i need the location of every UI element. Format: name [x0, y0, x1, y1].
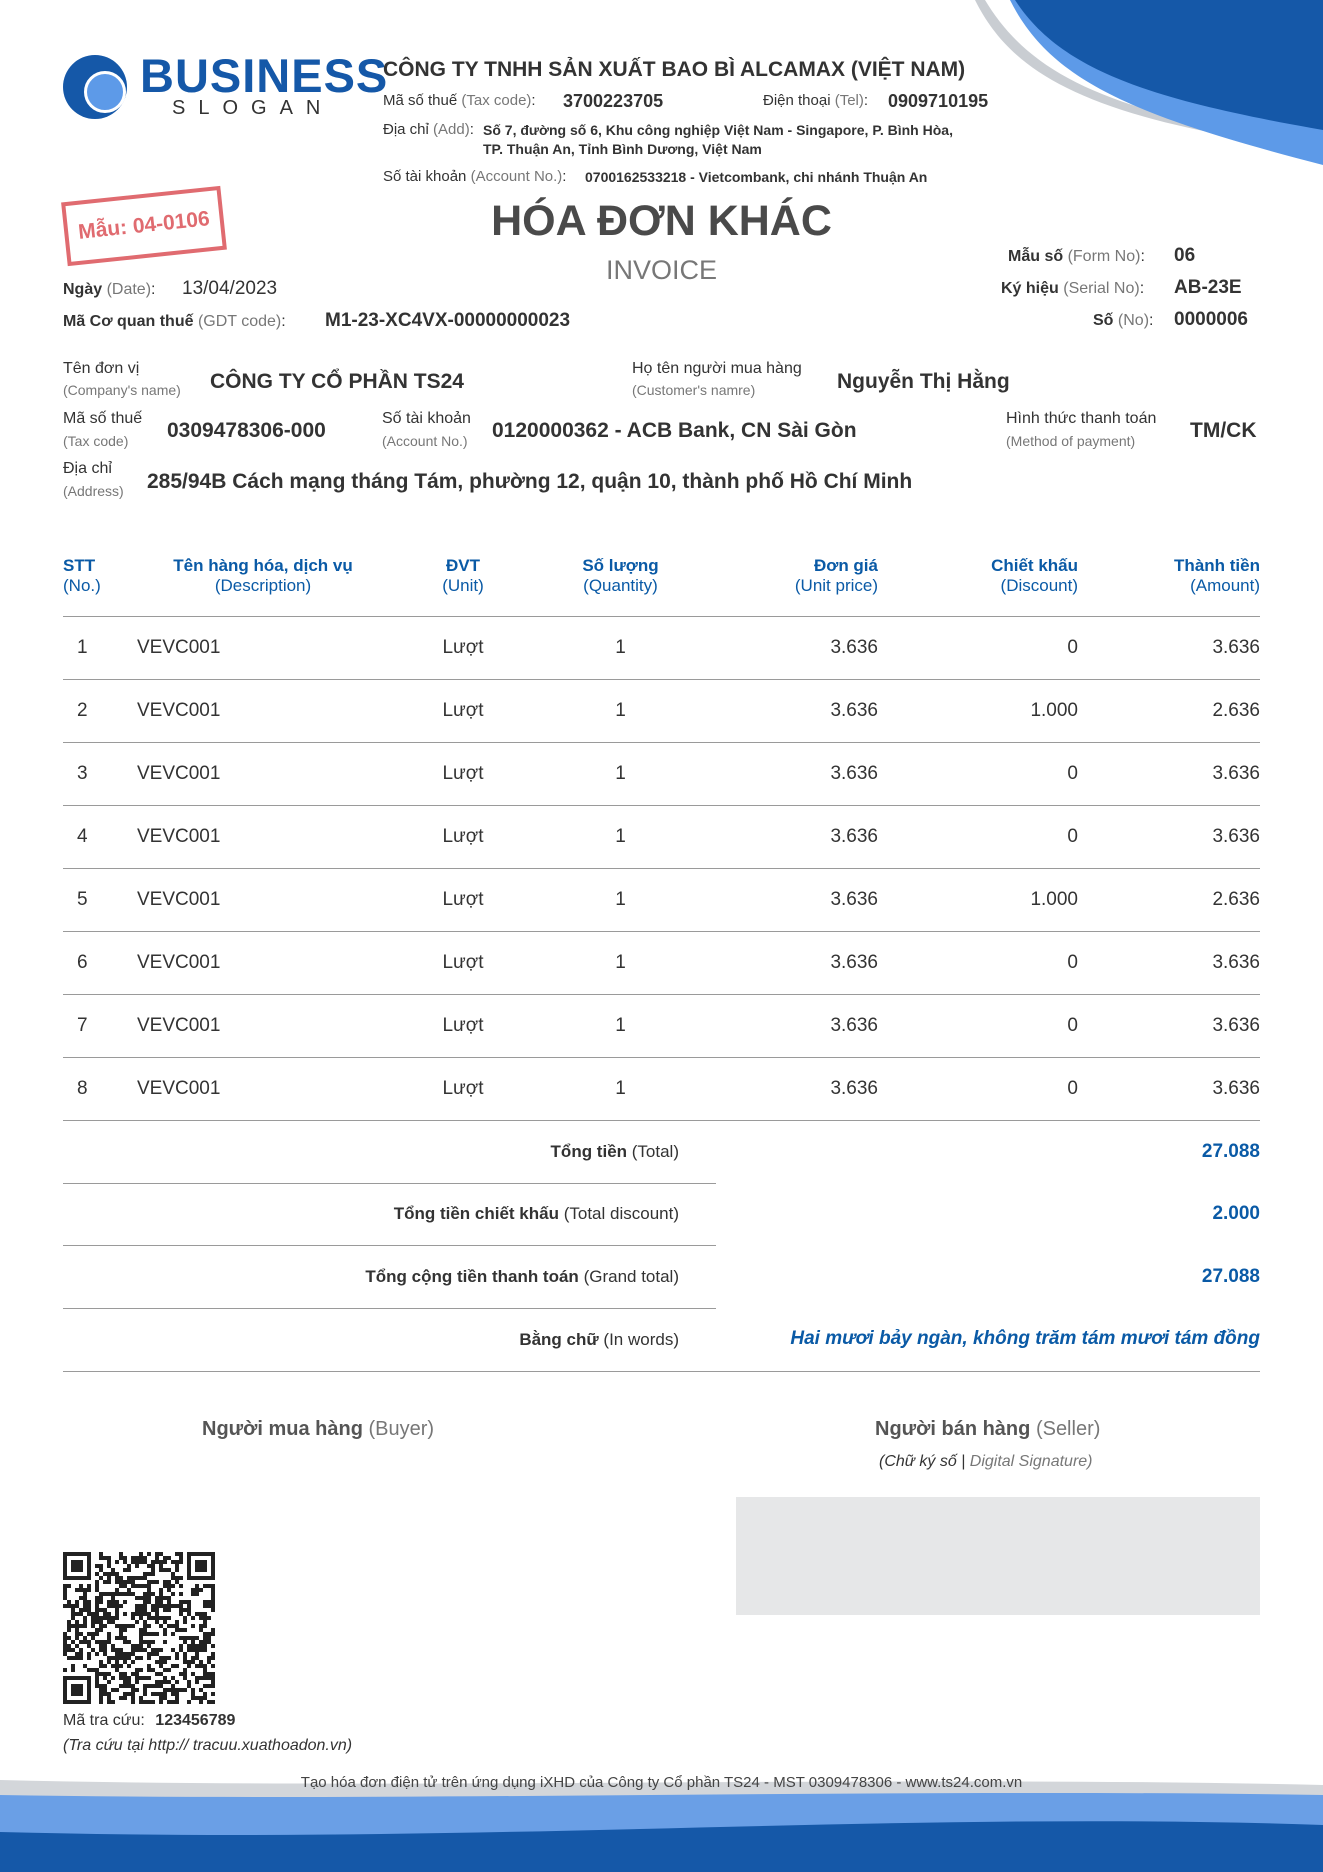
- discount-label-row: [394, 1204, 679, 1224]
- row-unit: Lượt: [403, 1058, 523, 1121]
- buyer-account: 0120000362 - ACB Bank, CN Sài Gòn: [492, 419, 857, 442]
- col-header-discount: Chiết khấu (Discount): [991, 556, 1078, 595]
- buyer-address-label: Địa chỉ: [63, 460, 112, 477]
- row-unit: Lượt: [403, 932, 523, 995]
- total-label: Tổng tiền: [550, 1142, 628, 1161]
- customer-name: Nguyễn Thị Hằng: [837, 370, 1010, 393]
- row-quantity: 1: [523, 932, 718, 995]
- row-no: 8: [63, 1058, 123, 1121]
- total-discount-label: Tổng tiền chiết khấu: [393, 1204, 559, 1223]
- table-row: [63, 1058, 1260, 1121]
- seller-tax-row: Mã số thuế (Tax code):: [383, 92, 536, 109]
- form-no-label-en: (Form No): [1067, 248, 1141, 265]
- row-unit-price: 3.636: [718, 869, 878, 932]
- total-value: 27.088: [1201, 1141, 1260, 1162]
- in-words-value: Hai mươi bảy ngàn, không trăm tám mươi tám đồng: [790, 1328, 1260, 1349]
- row-no: 5: [63, 869, 123, 932]
- row-quantity: 1: [523, 1058, 718, 1121]
- row-no: 2: [63, 680, 123, 743]
- row-description: VEVC001: [123, 806, 403, 869]
- seller-signature-label-en: (Seller): [1035, 1418, 1101, 1440]
- row-discount: 0: [878, 806, 1078, 869]
- row-unit-price: 3.636: [718, 1058, 878, 1121]
- buyer-signature-title: [202, 1418, 434, 1441]
- total-discount-value: 2.000: [1212, 1203, 1260, 1224]
- seller-account-row: Số tài khoản (Account No.):: [383, 168, 567, 185]
- row-amount: 2.636: [1078, 869, 1260, 932]
- customer-label-en: (Customer's namre): [632, 382, 756, 398]
- col-header-unit-price: Đơn giá (Unit price): [794, 556, 878, 595]
- row-description: VEVC001: [123, 932, 403, 995]
- serial-no: AB-23E: [1174, 277, 1242, 298]
- divider: [63, 1183, 716, 1184]
- gdt-label-row: Mã Cơ quan thuế (GDT code):: [63, 313, 286, 330]
- row-no: 3: [63, 743, 123, 806]
- row-unit-price: 3.636: [718, 743, 878, 806]
- buyer-account-label-en: (Account No.): [382, 433, 468, 449]
- buyer-signature-label: Người mua hàng: [202, 1418, 363, 1440]
- divider: [63, 1308, 716, 1309]
- invoice-title: HÓA ĐƠN KHÁC: [491, 197, 832, 245]
- seller-signature-title: [875, 1418, 1100, 1441]
- row-description: VEVC001: [123, 869, 403, 932]
- grand-label-row: [365, 1267, 679, 1287]
- seller-name: CÔNG TY TNHH SẢN XUẤT BAO BÌ ALCAMAX (VIỆT NAM): [383, 58, 966, 81]
- row-description: VEVC001: [123, 617, 403, 680]
- in-words-label-en: (In words): [603, 1330, 679, 1349]
- table-row: [63, 806, 1260, 869]
- date-label-row: Ngày (Date):: [63, 281, 156, 298]
- row-amount: 2.636: [1078, 680, 1260, 743]
- buyer-company-label: Tên đơn vị: [63, 360, 140, 377]
- row-amount: 3.636: [1078, 617, 1260, 680]
- row-description: VEVC001: [123, 1058, 403, 1121]
- seller-signature-label: Người bán hàng: [875, 1418, 1031, 1440]
- buyer-tax-label: Mã số thuế: [63, 410, 143, 427]
- date-label: Ngày: [63, 281, 103, 298]
- qr-code: [63, 1552, 215, 1704]
- seller-account: 0700162533218 - Vietcombank, chi nhánh Thuận An: [585, 169, 928, 185]
- row-quantity: 1: [523, 680, 718, 743]
- row-quantity: 1: [523, 995, 718, 1058]
- lookup-code: 123456789: [155, 1712, 236, 1729]
- divider: [63, 1371, 1260, 1372]
- seller-tel-row: Điện thoại (Tel):: [763, 92, 869, 109]
- words-label-row: [519, 1330, 679, 1350]
- row-discount: 0: [878, 1058, 1078, 1121]
- serial-label: Ký hiệu: [1001, 280, 1059, 297]
- seller-tax-label-en: (Tax code): [461, 92, 532, 109]
- col-header-no: STT (No.): [63, 556, 101, 595]
- seller-tel-label-en: (Tel): [834, 92, 864, 109]
- form-no-label: Mẫu số: [1008, 248, 1064, 265]
- row-discount: 1.000: [878, 680, 1078, 743]
- grand-total-value: 27.088: [1201, 1266, 1260, 1287]
- row-quantity: 1: [523, 617, 718, 680]
- seller-address-line1: Số 7, đường số 6, Khu công nghiệp Việt Nam - Singapore, P. Bình Hòa,: [483, 122, 953, 138]
- row-discount: 0: [878, 932, 1078, 995]
- payment-label: Hình thức thanh toán: [1006, 410, 1157, 427]
- total-label-en: (Total): [631, 1142, 679, 1161]
- seller-tax-code: 3700223705: [563, 91, 664, 111]
- row-no: 6: [63, 932, 123, 995]
- total-discount-label-en: (Total discount): [563, 1204, 679, 1223]
- logo-slogan: SLOGAN: [172, 97, 334, 119]
- row-unit: Lượt: [403, 743, 523, 806]
- row-no: 7: [63, 995, 123, 1058]
- buyer-address-label-en: (Address): [63, 483, 124, 499]
- invoice-no-label-row: Số (No):: [1093, 312, 1154, 329]
- row-amount: 3.636: [1078, 806, 1260, 869]
- table-row: [63, 932, 1260, 995]
- digital-signature-note-vi: (Chữ ký số |: [879, 1453, 966, 1470]
- buyer-company-label-en: (Company's name): [63, 382, 181, 398]
- table-row: [63, 617, 1260, 680]
- row-unit-price: 3.636: [718, 932, 878, 995]
- customer-label: Họ tên người mua hàng: [632, 360, 802, 377]
- row-amount: 3.636: [1078, 932, 1260, 995]
- date-label-en: (Date): [106, 281, 152, 298]
- row-discount: 0: [878, 995, 1078, 1058]
- row-unit-price: 3.636: [718, 995, 878, 1058]
- form-no: 06: [1174, 245, 1196, 266]
- row-unit-price: 3.636: [718, 680, 878, 743]
- seller-address-line2: TP. Thuận An, Tỉnh Bình Dương, Việt Nam: [483, 141, 762, 157]
- total-label-row: [551, 1142, 679, 1162]
- grand-total-label: Tổng cộng tiền thanh toán: [365, 1267, 579, 1286]
- grand-total-label-en: (Grand total): [583, 1267, 679, 1286]
- table-row: [63, 869, 1260, 932]
- row-unit: Lượt: [403, 995, 523, 1058]
- row-unit: Lượt: [403, 617, 523, 680]
- table-row: [63, 680, 1260, 743]
- invoice-subtitle: INVOICE: [605, 255, 718, 285]
- logo-text: BUSINESS: [140, 49, 389, 102]
- serial-label-row: Ký hiệu (Serial No):: [1001, 280, 1145, 297]
- buyer-company: CÔNG TY CỔ PHẦN TS24: [210, 370, 464, 393]
- digital-signature-note-en: Digital Signature): [969, 1453, 1093, 1470]
- seller-tel-label: Điện thoại: [763, 92, 831, 109]
- row-amount: 3.636: [1078, 995, 1260, 1058]
- table-row: [63, 743, 1260, 806]
- buyer-account-label: Số tài khoản: [382, 410, 471, 427]
- gdt-code: M1-23-XC4VX-00000000023: [325, 310, 571, 331]
- form-stamp-text: Mẫu: 04-0106: [77, 207, 211, 244]
- row-discount: 1.000: [878, 869, 1078, 932]
- row-quantity: 1: [523, 743, 718, 806]
- invoice-no-label-en: (No): [1117, 312, 1150, 329]
- footer-text: Tạo hóa đơn điện tử trên ứng dụng iXHD của Công ty Cổ phần TS24 - MST 0309478306 - www.ts24.com.vn: [300, 1774, 1023, 1791]
- in-words-label: Bằng chữ: [519, 1330, 599, 1349]
- col-header-amount: Thành tiền (Amount): [1174, 556, 1260, 595]
- divider: [63, 1245, 716, 1246]
- buyer-tax-code: 0309478306-000: [167, 419, 326, 442]
- items-table: [63, 536, 1260, 1121]
- buyer-address: 285/94B Cách mạng tháng Tám, phường 12, quận 10, thành phố Hồ Chí Minh: [147, 470, 913, 493]
- seller-account-label-en: (Account No.): [470, 168, 563, 185]
- col-header-description: Tên hàng hóa, dịch vụ (Description): [173, 556, 353, 595]
- row-description: VEVC001: [123, 680, 403, 743]
- invoice-no-label: Số: [1093, 312, 1114, 329]
- seller-tel: 0909710195: [888, 91, 989, 111]
- invoice-no: 0000006: [1174, 309, 1248, 330]
- logo-inner-circle: [84, 71, 126, 113]
- form-no-label-row: Mẫu số (Form No):: [1008, 248, 1145, 265]
- seller-account-label: Số tài khoản: [383, 168, 467, 185]
- col-header-quantity: Số lượng (Quantity): [582, 556, 659, 595]
- row-unit: Lượt: [403, 869, 523, 932]
- table-header-row: [63, 536, 1260, 617]
- row-unit: Lượt: [403, 806, 523, 869]
- row-quantity: 1: [523, 806, 718, 869]
- lookup-url-note: (Tra cứu tại http:// tracuu.xuathoadon.vn): [63, 1737, 353, 1754]
- row-description: VEVC001: [123, 743, 403, 806]
- gdt-label: Mã Cơ quan thuế: [63, 313, 194, 330]
- lookup-label: Mã tra cứu:: [63, 1712, 145, 1729]
- row-unit-price: 3.636: [718, 806, 878, 869]
- digital-signature-note: [879, 1453, 1093, 1471]
- seller-tax-label: Mã số thuế: [383, 92, 458, 109]
- seller-address-label-en: (Add): [433, 121, 470, 138]
- lookup-row: [63, 1712, 235, 1730]
- payment-method: TM/CK: [1190, 419, 1257, 442]
- table-row: [63, 995, 1260, 1058]
- row-amount: 3.636: [1078, 1058, 1260, 1121]
- row-unit: Lượt: [403, 680, 523, 743]
- seller-address-label: Địa chỉ: [383, 121, 429, 138]
- signature-box: [736, 1497, 1260, 1615]
- row-amount: 3.636: [1078, 743, 1260, 806]
- row-description: VEVC001: [123, 995, 403, 1058]
- row-quantity: 1: [523, 869, 718, 932]
- seller-address-row: Địa chỉ (Add):: [383, 121, 474, 138]
- row-no: 1: [63, 617, 123, 680]
- row-unit-price: 3.636: [718, 617, 878, 680]
- buyer-tax-label-en: (Tax code): [63, 433, 129, 449]
- col-header-unit: ĐVT (Unit): [442, 556, 484, 595]
- row-discount: 0: [878, 617, 1078, 680]
- row-no: 4: [63, 806, 123, 869]
- payment-label-en: (Method of payment): [1006, 433, 1136, 449]
- row-discount: 0: [878, 743, 1078, 806]
- serial-label-en: (Serial No): [1063, 280, 1140, 297]
- buyer-signature-label-en: (Buyer): [368, 1418, 435, 1440]
- gdt-label-en: (GDT code): [197, 313, 282, 330]
- invoice-date: 13/04/2023: [182, 278, 278, 299]
